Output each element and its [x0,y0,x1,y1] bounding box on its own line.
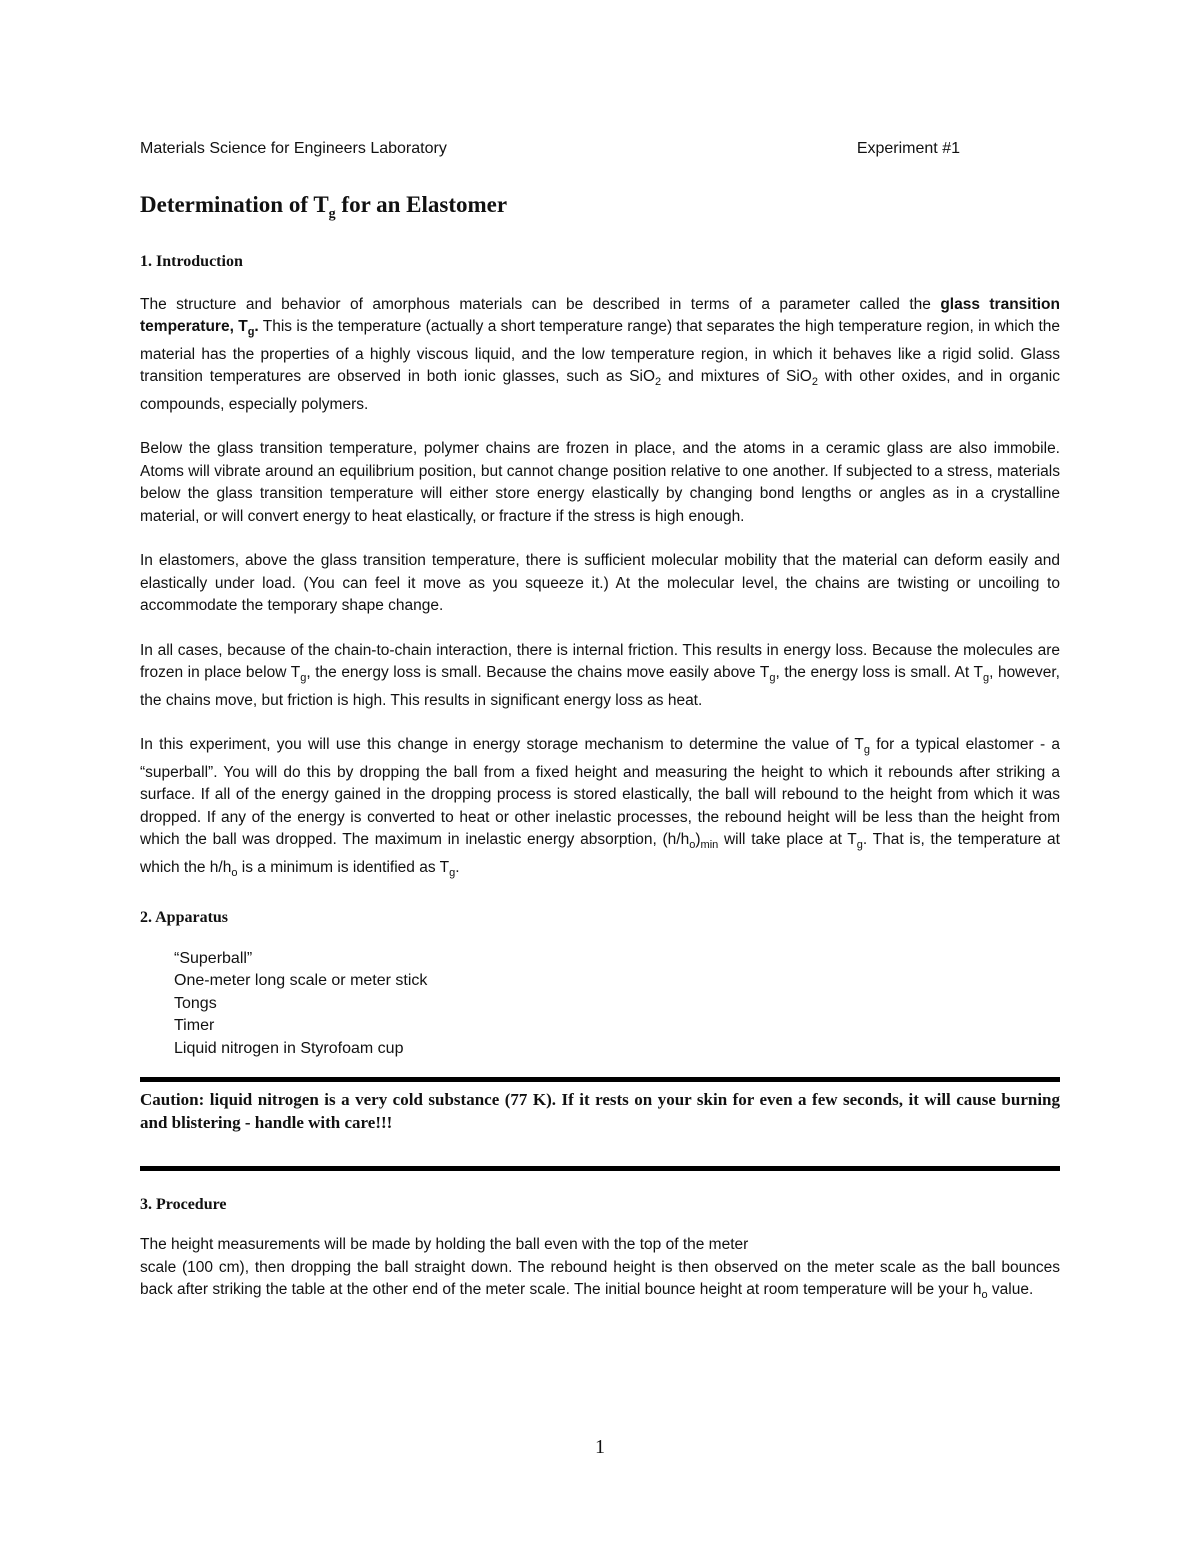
intro-paragraph-1: The structure and behavior of amorphous materials can be described in terms of a parameter called the glass transition temperature, $T_g$. This is the temperature (actually a short temperature range) that separates the high temperature region, in which the material has the properties of a highly viscous liquid, and the low temperature region, in which it behaves like a rigid solid. Glass transition temperatures are observed in both ionic glasses, such as SiO$_2$ and mixtures of SiO$_2$ with other oxides, and in organic compounds, especially polymers. [140,295,1060,413]
divider [140,1077,1060,1082]
list-item: “Superball” [174,949,253,967]
page-number: 1 [595,1436,605,1458]
header-course: Materials Science for Engineers Laboratory [140,140,447,157]
document-title: Determination of $T_g$ for an Elastomer [140,192,508,222]
procedure-line-1: The height measurements will be made by holding the ball even with the top of the meter [140,1236,749,1254]
list-item: Timer [174,1017,215,1035]
document-page [140,140,1060,1307]
header-experiment: Experiment #1 [856,140,960,157]
intro-paragraph-3: In elastomers, above the glass transition temperature, there is sufficient molecular mobility that the material can deform easily and elastically under load. (You can feel it move as you squeeze it.) At the molecular level, the chains are twisting or uncoiling to accommodate the temporary shape change. [140,552,1060,615]
intro-paragraph-5: In this experiment, you will use this change in energy storage mechanism to determine the value of $T_g$ for a typical elastomer - a “superball”. You will do this by dropping the ball from a fixed height and measuring the height to which it rebounds after striking a surface. If all of the energy gained in the dropping process is stored elastically, the ball will rebound to the height from which it was dropped. If any of the energy is converted to heat or other inelastic processes, the rebound height will be less than the height from which the ball was dropped. The maximum in inelastic energy absorption, $(h/h_o)_{min}$ will take place at $T_g$. That is, the temperature at which the $h/h_o$ is a minimum is identified as $T_g$. [140,736,1060,880]
section-heading-apparatus: 2. Apparatus [140,908,229,926]
intro-paragraph-2: Below the glass transition temperature, polymer chains are frozen in place, and the atoms in a ceramic glass are also immobile. Atoms will vibrate around an equilibrium position, but cannot change position relative to one another. If subjected to a stress, materials below the glass transition temperature will either store energy elastically by changing bond lengths or angles as in a crystalline material, or will convert energy to heat elastically, or fracture if the stress is high enough. [140,440,1060,525]
apparatus-list [140,948,1060,1061]
list-item: Liquid nitrogen in Styrofoam cup [174,1039,404,1057]
section-heading-introduction: 1. Introduction [140,252,243,270]
list-item: One-meter long scale or meter stick [174,972,428,990]
divider [140,1166,1060,1171]
intro-paragraph-4: In all cases, because of the chain-to-chain interaction, there is internal friction. This results in energy loss. Because the molecules are frozen in place below $T_g$, the energy loss is small. Because the chains move easily above $T_g$, the energy loss is small. At $T_g$, however, the chains move, but friction is high. This results in significant energy loss as heat. [140,641,1060,709]
caution-notice: Caution: liquid nitrogen is a very cold substance (77 K). If it rests on your skin for even a few seconds, it will cause burning and blistering - handle with care!!! [140,1090,1060,1133]
procedure-paragraph: scale (100 cm), then dropping the ball straight down. The rebound height is then observed on the meter scale as the ball bounces back after striking the table at the other end of the meter scale. The initial bounce height at room temperature will be your $h_o$ value. [140,1258,1060,1302]
section-heading-procedure: 3. Procedure [140,1196,227,1214]
running-header [140,140,1060,158]
list-item: Tongs [174,994,217,1012]
